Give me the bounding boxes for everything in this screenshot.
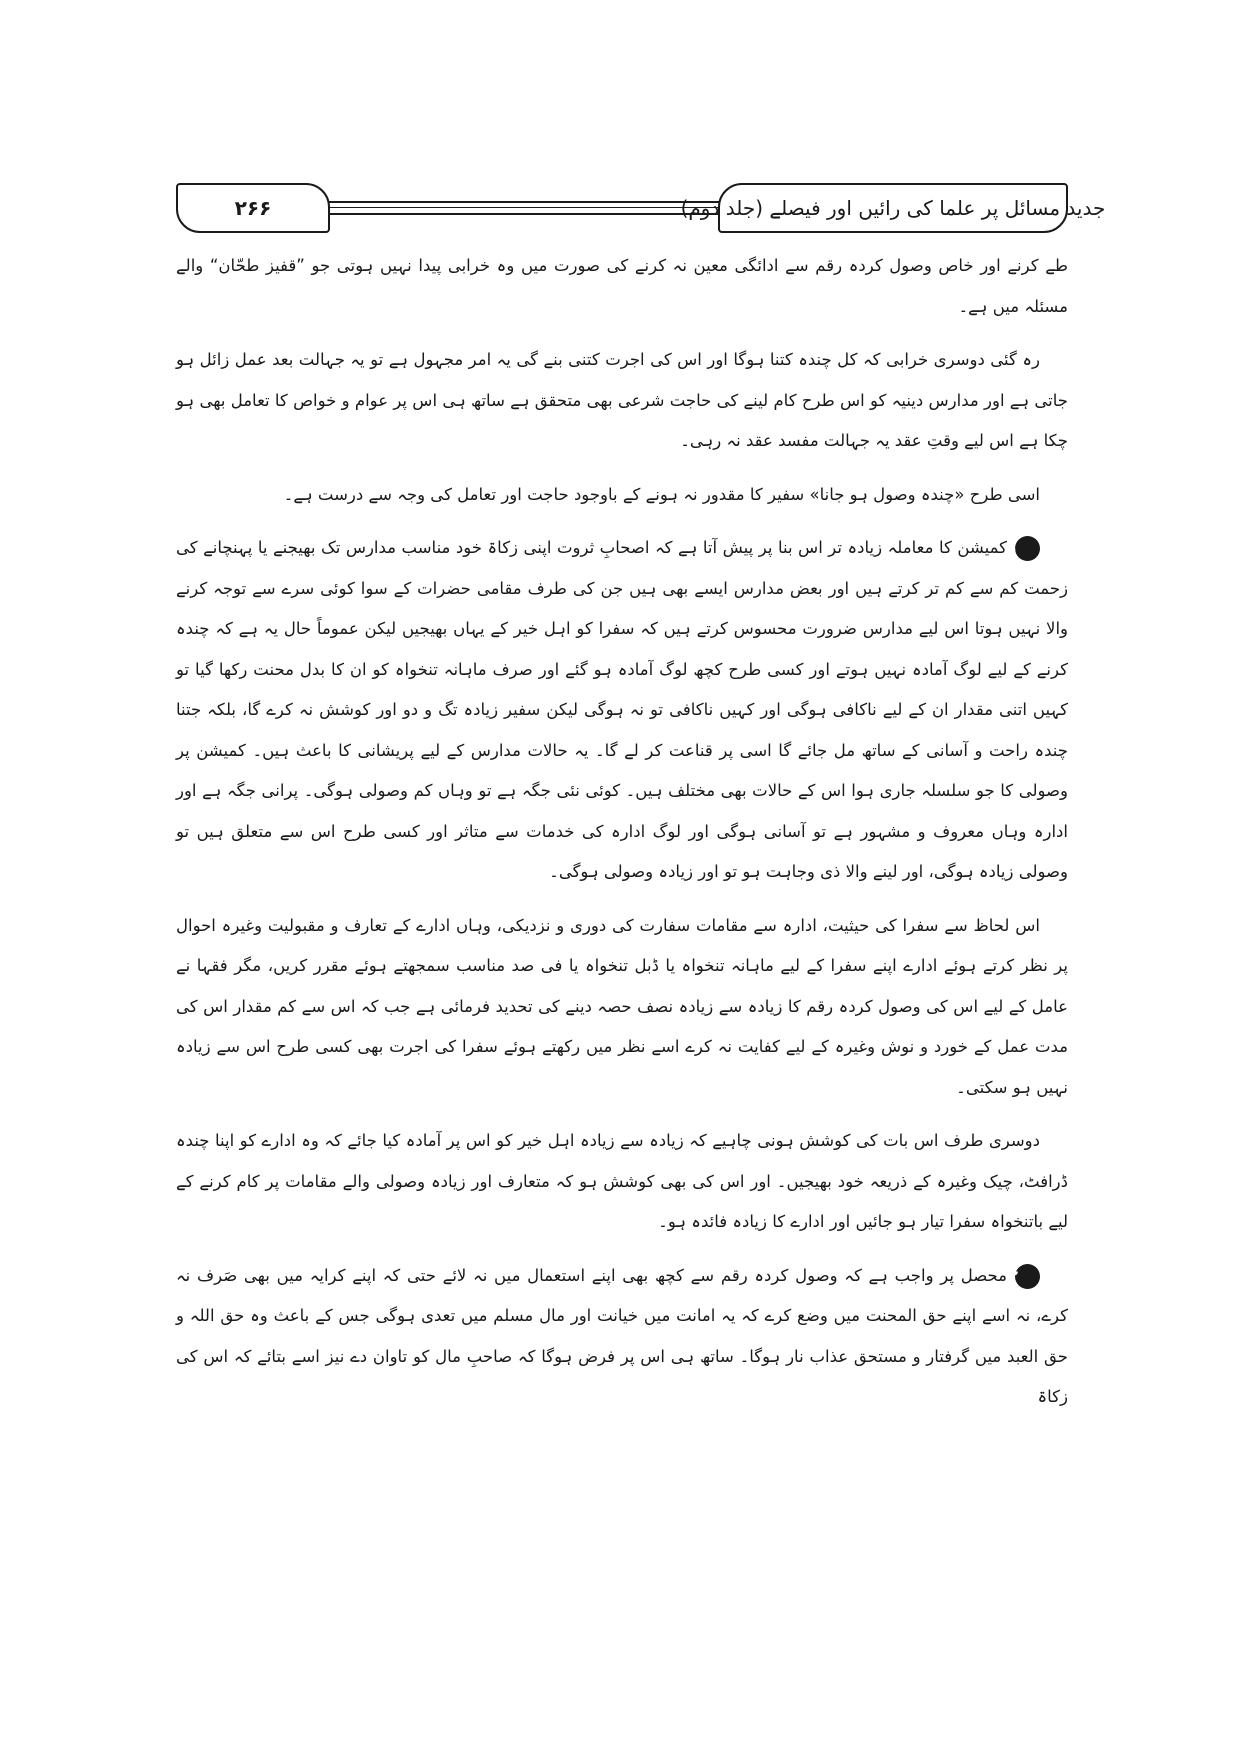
paragraph: طے کرنے اور خاص وصول کردہ رقم سے ادائگی معین نہ کرنے کی صورت میں وہ خرابی پیدا نہیں ہوتی جو ”قفیز طحّان“ والے مسئلہ میں ہے۔ xyxy=(176,256,1068,316)
header-rule xyxy=(326,213,722,215)
header-rule xyxy=(326,201,722,203)
paragraph: اس لحاظ سے سفرا کی حیثیت، ادارہ سے مقامات سفارت کی دوری و نزدیکی، وہاں ادارے کے تعارف و مقبولیت وغیرہ احوال پر نظر کرتے ہوئے ادارے اپنے سفرا کے لیے ماہانہ تنخواہ یا ڈبل تنخواہ یا فی صد مناسب سمجھتے ہوئے مقرر کریں، مگر فقہا نے عامل کے لیے اس کی وصول کردہ رقم کا زیادہ سے زیادہ نصف حصہ دینے کی تحدید فرمائی ہے جب کہ اس سے کم مقدار اس کی مدت عمل کے خورد و نوش وغیرہ کے لیے کفایت نہ کرے اسے نظر میں رکھتے ہوئے سفرا کی اجرت بھی کسی طرح اس سے زیادہ نہیں ہو سکتی۔ xyxy=(176,915,1068,1097)
paragraph-numbered xyxy=(176,1256,1068,1418)
paragraph-text: محصل پر واجب ہے کہ وصول کردہ رقم سے کچھ بھی اپنے استعمال میں نہ لائے حتی کہ اپنے کرایہ میں بھی صَرف نہ کرے، نہ اسے اپنے حق المحنت میں وضع کرے کہ یہ امانت میں خیانت اور مال مسلم میں تعدی ہوگی جس کے باعث وہ حق اللہ و حق العبد میں گرفتار و مستحق عذاب نار ہوگا۔ ساتھ ہی اس پر فرض ہوگا کہ صاحبِ مال کو تاوان دے نیز اسے بتائے کہ اس کی زکاۃ xyxy=(176,1265,1068,1406)
paragraph: دوسری طرف اس بات کی کوشش ہونی چاہیے کہ زیادہ سے زیادہ اہل خیر کو اس پر آمادہ کیا جائے کہ وہ ادارے کو اپنا چندہ ڈرافٹ، چیک وغیرہ کے ذریعہ خود بھیجیں۔ اور اس کی بھی کوشش ہو کہ متعارف اور زیادہ وصولی والے مقامات پر کام کرنے کے لیے باتنخواہ سفرا تیار ہو جائیں اور ادارے کا زیادہ فائدہ ہو۔ xyxy=(176,1131,1068,1231)
number-badge: ٢ xyxy=(1015,1264,1040,1289)
paragraph: اسی طرح «چندہ وصول ہو جانا» سفیر کا مقدور نہ ہونے کے باوجود حاجت اور تعامل کی وجہ سے درست ہے۔ xyxy=(283,484,1040,504)
paragraph: رہ گئی دوسری خرابی کہ کل چندہ کتنا ہوگا اور اس کی اجرت کتنی بنے گی یہ امر مجہول ہے تو یہ جہالت بعد عمل زائل ہو جاتی ہے اور مدارس دینیہ کو اس طرح کام لینے کی حاجت شرعی بھی متحقق ہے ساتھ ہی اس پر عوام و خواص کا تعامل بھی ہو چکا ہے اس لیے وقتِ عقد یہ جہالت مفسد عقد نہ رہی۔ xyxy=(176,350,1068,450)
page-header xyxy=(176,183,1106,239)
book-title: جدید مسائل پر علما کی رائیں اور فیصلے (جلد دوم) xyxy=(680,196,1106,220)
header-rule xyxy=(326,207,722,208)
paragraph-numbered xyxy=(176,528,1068,893)
book-title-frame xyxy=(680,183,1106,233)
number-badge: ١ xyxy=(1015,536,1040,561)
page-number-frame xyxy=(176,183,330,233)
page-body xyxy=(176,246,1068,1431)
page-number: ۲۶۶ xyxy=(234,196,272,220)
paragraph-text: کمیشن کا معاملہ زیادہ تر اس بنا پر پیش آتا ہے کہ اصحابِ ثروت اپنی زکاۃ خود مناسب مدارس تک بھیجنے یا پہنچانے کی زحمت کم سے کم تر کرتے ہیں اور بعض مدارس ایسے بھی ہیں جن کی طرف مقامی حضرات کے سوا کوئی سرے سے توجہ کرنے والا نہیں ہوتا اس لیے مدارس ضرورت محسوس کرتے ہیں کہ سفرا کو اہل خیر کے یہاں بھیجیں لیکن عموماً حال یہ ہے کہ چندہ کرنے کے لیے لوگ آمادہ نہیں ہوتے اور کسی طرح کچھ لوگ آمادہ ہو گئے اور صرف ماہانہ تنخواہ کو ان کا بدل محنت رکھا گیا تو کہیں اتنی مقدار ان کے لیے ناکافی ہوگی اور کہیں ناکافی تو نہ ہوگی لیکن سفیر زیادہ تگ و دو اور کوشش نہ کرے گا، بلکہ جتنا چندہ راحت و آسانی کے ساتھ مل جائے گا اسی پر قناعت کر لے گا۔ یہ حالات مدارس کے لیے پریشانی کا باعث ہیں۔ کمیشن پر وصولی کا جو سلسلہ جاری ہوا اس کے حالات بھی مختلف ہیں۔ کوئی نئی جگہ ہے تو وہاں کم وصولی ہوگی۔ پرانی جگہ ہے اور ادارہ وہاں معروف و مشہور ہے تو آسانی ہوگی اور لوگ ادارہ کی خدمات سے متاثر اور کسی طرح اس سے متعلق ہیں تو وصولی زیادہ ہوگی، اور لینے والا ذی وجاہت ہو تو اور زیادہ وصولی ہوگی۔ xyxy=(176,538,1068,881)
